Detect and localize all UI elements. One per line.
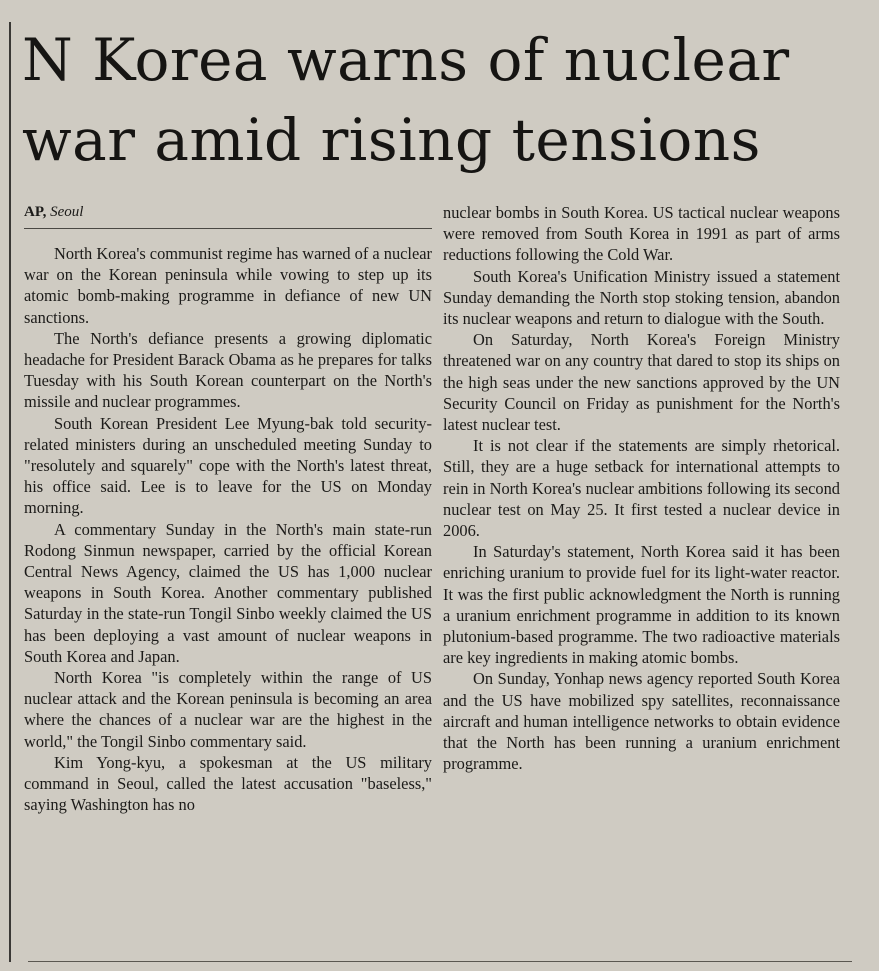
- paragraph: A commentary Sunday in the North's main state-run Rodong Sinmun newspaper, carried by the official Korean Central News Agency, claimed the US has 1,000 nuclear weapons in South Korea. Another commentary published Saturday in the state-run Tongil Sinbo weekly claimed the US has been deploying a vast amount of nuclear weapons in South Korea and Japan.: [24, 519, 432, 666]
- article-column-2: [443, 202, 840, 774]
- byline-agency: AP,: [24, 204, 47, 220]
- headline-line-2: war amid rising tensions: [22, 106, 761, 174]
- paragraph: On Saturday, North Korea's Foreign Ministry threatened war on any country that dared to stop its ships on the high seas under the new sanctions approved by the UN Security Council on Friday as punishment for the North's latest nuclear test.: [443, 330, 840, 435]
- paragraph: On Sunday, Yonhap news agency reported South Korea and the US have mobilized spy satellites, reconnaissance aircraft and human intelligence networks to obtain evidence that the North has been running a uranium enrichment programme.: [443, 669, 840, 774]
- byline: [24, 202, 432, 222]
- paragraph: South Korean President Lee Myung-bak told security-related ministers during an unscheduled meeting Sunday to "resolutely and squarely" cope with the North's latest threat, his office said. Lee is to leave for the US on Monday morning.: [24, 413, 432, 518]
- paragraph: The North's defiance presents a growing diplomatic headache for President Barack Obama as he prepares for talks Tuesday with his South Korean counterpart on the North's missile and nuclear programmes.: [24, 328, 432, 412]
- paragraph: nuclear bombs in South Korea. US tactical nuclear weapons were removed from South Korea in 1991 as part of arms reductions following the Cold War.: [443, 203, 840, 265]
- column-rule-left: [9, 22, 11, 962]
- paragraph: In Saturday's statement, North Korea said it has been enriching uranium to provide fuel for its light-water reactor. It was the first public acknowledgment the North is running a uranium enrichment programme in addition to its known plutonium-based programme. The two radioactive materials are key ingredients in making atomic bombs.: [443, 542, 840, 668]
- headline: [22, 20, 852, 180]
- paragraph: North Korea "is completely within the range of US nuclear attack and the Korean peninsula is becoming an area where the chances of a nuclear war are the highest in the world," the Tongil Sinbo commentary said.: [24, 668, 432, 751]
- byline-place: Seoul: [50, 204, 84, 220]
- paragraph: Kim Yong-kyu, a spokesman at the US military command in Seoul, called the latest accusation "baseless," saying Washington has no: [24, 752, 432, 815]
- headline-line-1: N Korea warns of nuclear: [22, 26, 790, 94]
- paragraph: South Korea's Unification Ministry issued a statement Sunday demanding the North stop stoking tension, abandon its nuclear weapons and return to dialogue with the South.: [443, 266, 840, 329]
- article-column-1: [24, 243, 432, 815]
- paragraph: It is not clear if the statements are simply rhetorical. Still, they are a huge setback for international attempts to rein in North Korea's nuclear ambitions following its second nuclear test on May 25. It first tested a nuclear device in 2006.: [443, 436, 840, 541]
- paragraph: North Korea's communist regime has warned of a nuclear war on the Korean peninsula while vowing to step up its atomic bomb-making programme in defiance of new UN sanctions.: [24, 244, 432, 327]
- byline-rule: [24, 228, 432, 229]
- bottom-rule: [28, 961, 852, 962]
